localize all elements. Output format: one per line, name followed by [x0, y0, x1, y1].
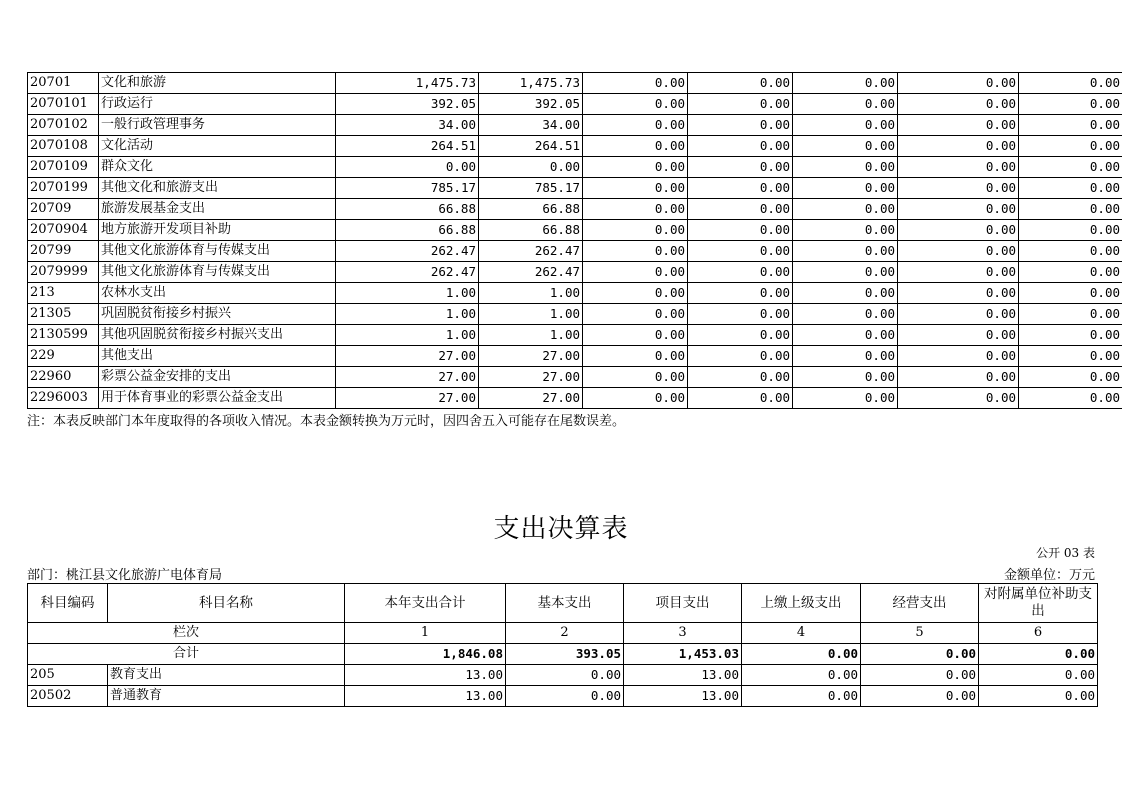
- amount-cell: 1.00: [479, 304, 583, 325]
- amount-cell: 0.00: [1019, 283, 1122, 304]
- subject-name-cell: 一般行政管理事务: [99, 115, 336, 136]
- total-value: 393.05: [506, 644, 624, 665]
- subject-code-cell: 2070109: [28, 157, 99, 178]
- amount-cell: 13.00: [345, 665, 506, 686]
- income-table-body: [28, 73, 1122, 409]
- amount-cell: 0.00: [688, 220, 793, 241]
- subject-name-cell: 旅游发展基金支出: [99, 199, 336, 220]
- total-value: 1,453.03: [624, 644, 742, 665]
- amount-cell: 0.00: [688, 304, 793, 325]
- amount-cell: 0.00: [793, 178, 898, 199]
- amount-cell: 0.00: [1019, 136, 1122, 157]
- amount-cell: 0.00: [688, 367, 793, 388]
- subject-code-cell: 2070102: [28, 115, 99, 136]
- expenditure-table: [27, 583, 1098, 707]
- amount-cell: 0.00: [898, 73, 1019, 94]
- amount-cell: 27.00: [336, 346, 479, 367]
- amount-cell: 0.00: [898, 157, 1019, 178]
- amount-cell: 1.00: [336, 325, 479, 346]
- amount-cell: 264.51: [336, 136, 479, 157]
- amount-cell: 0.00: [898, 178, 1019, 199]
- subject-code-cell: 2130599: [28, 325, 99, 346]
- subject-name-cell: 其他巩固脱贫衔接乡村振兴支出: [99, 325, 336, 346]
- header-subject-code: 科目编码: [28, 584, 108, 623]
- amount-cell: 0.00: [1019, 388, 1122, 409]
- amount-cell: 0.00: [898, 241, 1019, 262]
- amount-cell: 264.51: [479, 136, 583, 157]
- amount-cell: 27.00: [479, 388, 583, 409]
- subject-code-cell: 20799: [28, 241, 99, 262]
- subject-name-cell: 其他支出: [99, 346, 336, 367]
- amount-cell: 0.00: [793, 241, 898, 262]
- amount-cell: 0.00: [793, 367, 898, 388]
- amount-cell: 27.00: [479, 367, 583, 388]
- amount-cell: 13.00: [624, 665, 742, 686]
- amount-cell: 0.00: [793, 157, 898, 178]
- column-number: 2: [506, 623, 624, 644]
- table-row: [28, 115, 1122, 136]
- amount-cell: 785.17: [336, 178, 479, 199]
- amount-cell: 0.00: [793, 283, 898, 304]
- table-row: [28, 199, 1122, 220]
- amount-cell: 66.88: [479, 220, 583, 241]
- subject-code-cell: 2079999: [28, 262, 99, 283]
- subject-code-cell: 2296003: [28, 388, 99, 409]
- subject-name-cell: 群众文化: [99, 157, 336, 178]
- column-number-row: [28, 623, 1098, 644]
- header-subject-name: 科目名称: [108, 584, 345, 623]
- amount-cell: 66.88: [336, 220, 479, 241]
- subject-code-cell: 205: [28, 665, 108, 686]
- amount-cell: 0.00: [793, 94, 898, 115]
- subject-name-cell: 用于体育事业的彩票公益金支出: [99, 388, 336, 409]
- amount-cell: 0.00: [583, 94, 688, 115]
- subject-code-cell: 2070904: [28, 220, 99, 241]
- amount-cell: 0.00: [898, 199, 1019, 220]
- total-value: 0.00: [742, 644, 861, 665]
- amount-cell: 0.00: [688, 241, 793, 262]
- amount-cell: 0.00: [506, 665, 624, 686]
- amount-cell: 13.00: [624, 686, 742, 707]
- amount-cell: 0.00: [583, 241, 688, 262]
- amount-cell: 27.00: [336, 367, 479, 388]
- amount-cell: 0.00: [861, 665, 979, 686]
- amount-cell: 0.00: [1019, 73, 1122, 94]
- header-operating-expenditure: 经营支出: [861, 584, 979, 623]
- amount-cell: 0.00: [898, 262, 1019, 283]
- amount-cell: 0.00: [898, 220, 1019, 241]
- subject-name-cell: 地方旅游开发项目补助: [99, 220, 336, 241]
- table-row: [28, 136, 1122, 157]
- amount-cell: 0.00: [979, 686, 1098, 707]
- amount-cell: 66.88: [479, 199, 583, 220]
- amount-cell: 0.00: [583, 136, 688, 157]
- amount-cell: 1.00: [336, 283, 479, 304]
- table-row: [28, 665, 1098, 686]
- table-row: [28, 304, 1122, 325]
- subject-code-cell: 2070199: [28, 178, 99, 199]
- subject-code-cell: 229: [28, 346, 99, 367]
- column-number: 4: [742, 623, 861, 644]
- department-label: 部门：桃江县文化旅游广电体育局: [27, 568, 223, 583]
- amount-cell: 0.00: [583, 157, 688, 178]
- amount-cell: 0.00: [1019, 178, 1122, 199]
- table-row: [28, 94, 1122, 115]
- amount-cell: 0.00: [583, 220, 688, 241]
- amount-cell: 0.00: [1019, 115, 1122, 136]
- amount-cell: 0.00: [979, 665, 1098, 686]
- total-value: 1,846.08: [345, 644, 506, 665]
- amount-cell: 0.00: [583, 115, 688, 136]
- amount-cell: 0.00: [688, 157, 793, 178]
- header-row: [28, 584, 1098, 623]
- amount-cell: 0.00: [861, 686, 979, 707]
- amount-cell: 0.00: [583, 388, 688, 409]
- amount-cell: 0.00: [688, 136, 793, 157]
- amount-cell: 1.00: [479, 283, 583, 304]
- amount-cell: 0.00: [793, 346, 898, 367]
- table-row: [28, 178, 1122, 199]
- income-table: [27, 72, 1122, 409]
- amount-cell: 0.00: [742, 665, 861, 686]
- header-subsidy-to-affiliates: 对附属单位补助支出: [979, 584, 1098, 623]
- amount-cell: 0.00: [742, 686, 861, 707]
- amount-cell: 0.00: [583, 73, 688, 94]
- subject-name-cell: 农林水支出: [99, 283, 336, 304]
- subject-name-cell: 教育支出: [108, 665, 345, 686]
- amount-cell: 0.00: [583, 304, 688, 325]
- table-row: [28, 262, 1122, 283]
- amount-cell: 785.17: [479, 178, 583, 199]
- amount-cell: 0.00: [898, 367, 1019, 388]
- amount-cell: 0.00: [583, 325, 688, 346]
- table-note: 注：本表反映部门本年度取得的各项收入情况。本表金额转换为万元时，因四舍五入可能存在尾数误差。: [27, 414, 626, 429]
- amount-cell: 0.00: [1019, 262, 1122, 283]
- amount-cell: 0.00: [793, 115, 898, 136]
- amount-cell: 0.00: [1019, 199, 1122, 220]
- total-value: 0.00: [861, 644, 979, 665]
- column-number: 5: [861, 623, 979, 644]
- subject-name-cell: 其他文化旅游体育与传媒支出: [99, 241, 336, 262]
- amount-cell: 0.00: [1019, 241, 1122, 262]
- subject-code-cell: 20709: [28, 199, 99, 220]
- amount-cell: 0.00: [583, 283, 688, 304]
- amount-cell: 1.00: [479, 325, 583, 346]
- total-label: 合计: [28, 644, 345, 665]
- amount-cell: 0.00: [793, 325, 898, 346]
- subject-code-cell: 20502: [28, 686, 108, 707]
- subject-code-cell: 2070101: [28, 94, 99, 115]
- subject-name-cell: 文化活动: [99, 136, 336, 157]
- amount-cell: 0.00: [898, 94, 1019, 115]
- amount-cell: 0.00: [688, 178, 793, 199]
- subject-code-cell: 21305: [28, 304, 99, 325]
- subject-code-cell: 2070108: [28, 136, 99, 157]
- expenditure-table-body: [28, 665, 1098, 707]
- amount-cell: 0.00: [688, 73, 793, 94]
- amount-cell: 0.00: [336, 157, 479, 178]
- amount-cell: 27.00: [336, 388, 479, 409]
- table-row: [28, 283, 1122, 304]
- amount-cell: 0.00: [583, 199, 688, 220]
- column-label: 栏次: [28, 623, 345, 644]
- subject-name-cell: 行政运行: [99, 94, 336, 115]
- amount-cell: 1,475.73: [479, 73, 583, 94]
- amount-unit-label: 金额单位：万元: [1003, 568, 1095, 583]
- amount-cell: 0.00: [898, 136, 1019, 157]
- amount-cell: 0.00: [1019, 94, 1122, 115]
- amount-cell: 0.00: [898, 304, 1019, 325]
- amount-cell: 13.00: [345, 686, 506, 707]
- table-row: [28, 388, 1122, 409]
- column-number: 1: [345, 623, 506, 644]
- amount-cell: 0.00: [688, 325, 793, 346]
- total-value: 0.00: [979, 644, 1098, 665]
- subject-name-cell: 巩固脱贫衔接乡村振兴: [99, 304, 336, 325]
- amount-cell: 0.00: [583, 262, 688, 283]
- amount-cell: 262.47: [336, 262, 479, 283]
- amount-cell: 0.00: [1019, 325, 1122, 346]
- amount-cell: 0.00: [793, 136, 898, 157]
- table-row: [28, 73, 1122, 94]
- amount-cell: 27.00: [479, 346, 583, 367]
- amount-cell: 392.05: [336, 94, 479, 115]
- amount-cell: 0.00: [898, 325, 1019, 346]
- amount-cell: 34.00: [336, 115, 479, 136]
- table-row: [28, 220, 1122, 241]
- subject-code-cell: 22960: [28, 367, 99, 388]
- amount-cell: 34.00: [479, 115, 583, 136]
- amount-cell: 0.00: [1019, 367, 1122, 388]
- amount-cell: 0.00: [688, 388, 793, 409]
- amount-cell: 0.00: [898, 346, 1019, 367]
- table-row: [28, 346, 1122, 367]
- amount-cell: 0.00: [898, 283, 1019, 304]
- column-number: 3: [624, 623, 742, 644]
- amount-cell: 0.00: [583, 367, 688, 388]
- subject-name-cell: 文化和旅游: [99, 73, 336, 94]
- header-total-expenditure: 本年支出合计: [345, 584, 506, 623]
- amount-cell: 1.00: [336, 304, 479, 325]
- table-row: [28, 686, 1098, 707]
- amount-cell: 0.00: [793, 220, 898, 241]
- amount-cell: 0.00: [583, 346, 688, 367]
- table-row: [28, 325, 1122, 346]
- subject-code-cell: 20701: [28, 73, 99, 94]
- amount-cell: 262.47: [336, 241, 479, 262]
- subject-name-cell: 彩票公益金安排的支出: [99, 367, 336, 388]
- amount-cell: 0.00: [898, 388, 1019, 409]
- amount-cell: 392.05: [479, 94, 583, 115]
- header-remit-to-superior: 上缴上级支出: [742, 584, 861, 623]
- table-row: [28, 241, 1122, 262]
- amount-cell: 0.00: [793, 388, 898, 409]
- amount-cell: 0.00: [506, 686, 624, 707]
- amount-cell: 0.00: [688, 94, 793, 115]
- table-row: [28, 157, 1122, 178]
- subject-name-cell: 普通教育: [108, 686, 345, 707]
- amount-cell: 262.47: [479, 241, 583, 262]
- subject-name-cell: 其他文化和旅游支出: [99, 178, 336, 199]
- amount-cell: 0.00: [793, 262, 898, 283]
- amount-cell: 0.00: [793, 73, 898, 94]
- header-basic-expenditure: 基本支出: [506, 584, 624, 623]
- page-title: 支出决算表: [493, 514, 629, 544]
- amount-cell: 0.00: [1019, 304, 1122, 325]
- subject-name-cell: 其他文化旅游体育与传媒支出: [99, 262, 336, 283]
- amount-cell: 0.00: [793, 304, 898, 325]
- header-project-expenditure: 项目支出: [624, 584, 742, 623]
- subject-code-cell: 213: [28, 283, 99, 304]
- column-number: 6: [979, 623, 1098, 644]
- amount-cell: 66.88: [336, 199, 479, 220]
- amount-cell: 0.00: [688, 283, 793, 304]
- amount-cell: 1,475.73: [336, 73, 479, 94]
- amount-cell: 0.00: [898, 115, 1019, 136]
- amount-cell: 0.00: [688, 199, 793, 220]
- amount-cell: 0.00: [793, 199, 898, 220]
- amount-cell: 0.00: [688, 115, 793, 136]
- amount-cell: 0.00: [688, 262, 793, 283]
- amount-cell: 0.00: [583, 178, 688, 199]
- form-number: 公开 03 表: [1036, 546, 1095, 560]
- amount-cell: 0.00: [1019, 346, 1122, 367]
- amount-cell: 0.00: [1019, 157, 1122, 178]
- table-row: [28, 367, 1122, 388]
- amount-cell: 262.47: [479, 262, 583, 283]
- amount-cell: 0.00: [479, 157, 583, 178]
- amount-cell: 0.00: [688, 346, 793, 367]
- amount-cell: 0.00: [1019, 220, 1122, 241]
- total-row: [28, 644, 1098, 665]
